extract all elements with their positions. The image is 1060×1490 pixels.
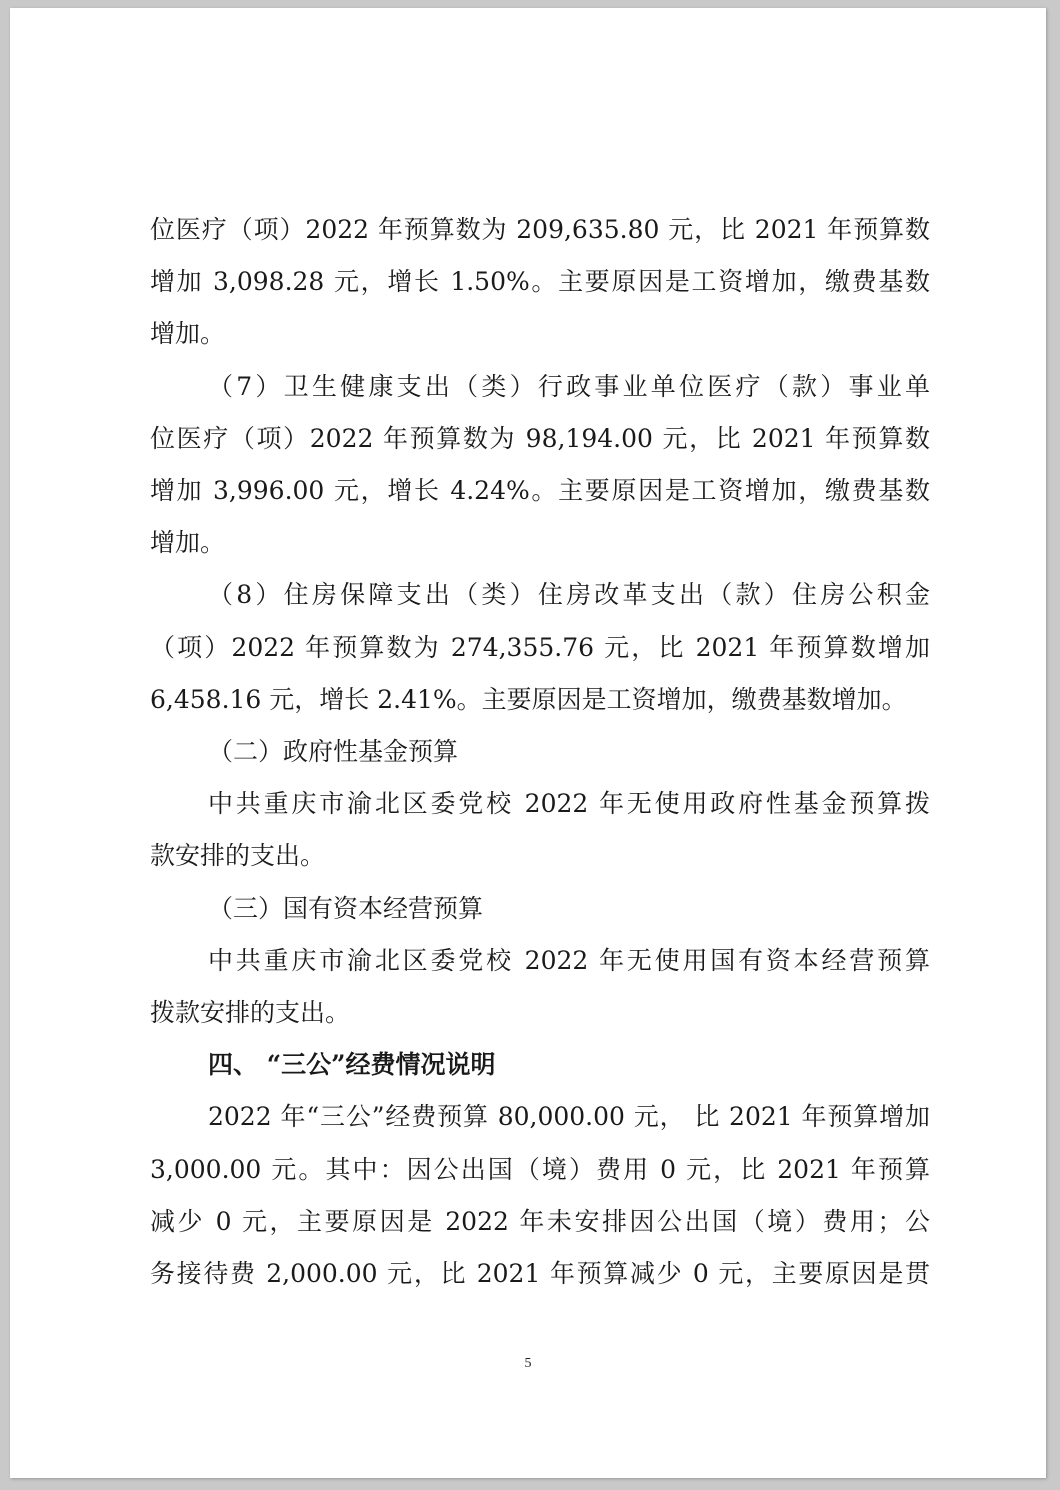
text-line: 3,000.00 元。其中：因公出国（境）费用 0 元，比 2021 年预算 [150, 1154, 930, 1184]
page-content [150, 204, 930, 1300]
text-line: 拨款安排的支出。 [150, 998, 351, 1028]
text-line: 减少 0 元，主要原因是 2022 年未安排因公出国（境）费用；公 [150, 1206, 930, 1236]
heading-state-capital-budget: （三）国有资本经营预算 [208, 893, 484, 923]
text-line: 增加。 [150, 319, 226, 349]
paragraph-medical-continuation [150, 204, 930, 361]
text-line: 增加 3,996.00 元，增长 4.24%。主要原因是工资增加，缴费基数 [150, 476, 930, 506]
paragraph-item-8 [150, 569, 930, 726]
paragraph-item-7 [150, 361, 930, 570]
paragraph-government-fund [150, 778, 930, 882]
text-line: 2022 年“三公”经费预算 80,000.00 元， 比 2021 年预算增加 [208, 1102, 930, 1132]
text-line: （7）卫生健康支出（类）行政事业单位医疗（款）事业单 [208, 371, 930, 401]
paragraph-three-public-expenses [150, 1091, 930, 1300]
text-line: 增加 3,098.28 元，增长 1.50%。主要原因是工资增加，缴费基数 [150, 267, 930, 297]
text-line: （项）2022 年预算数为 274,355.76 元，比 2021 年预算数增加 [150, 632, 930, 662]
paragraph-state-capital [150, 935, 930, 1039]
text-line: 位医疗（项）2022 年预算数为 98,194.00 元，比 2021 年预算数 [150, 423, 930, 453]
heading-government-fund-budget: （二）政府性基金预算 [208, 737, 459, 767]
text-line: 务接待费 2,000.00 元，比 2021 年预算减少 0 元，主要原因是贯 [150, 1259, 930, 1289]
text-line: 位医疗（项）2022 年预算数为 209,635.80 元，比 2021 年预算数 [150, 215, 930, 244]
text-line: 中共重庆市渝北区委党校 2022 年无使用国有资本经营预算 [208, 945, 930, 975]
text-line: 6,458.16 元，增长 2.41%。主要原因是工资增加，缴费基数增加。 [150, 684, 907, 714]
document-page [10, 8, 1046, 1478]
text-line: （8）住房保障支出（类）住房改革支出（款）住房公积金 [208, 580, 930, 610]
text-line: 增加。 [150, 528, 226, 558]
text-line: 中共重庆市渝北区委党校 2022 年无使用政府性基金预算拨 [208, 789, 930, 819]
heading-three-public-expenses: 四、 “三公”经费情况说明 [208, 1050, 496, 1080]
page-number: 5 [524, 1356, 532, 1371]
text-line: 款安排的支出。 [150, 841, 326, 871]
